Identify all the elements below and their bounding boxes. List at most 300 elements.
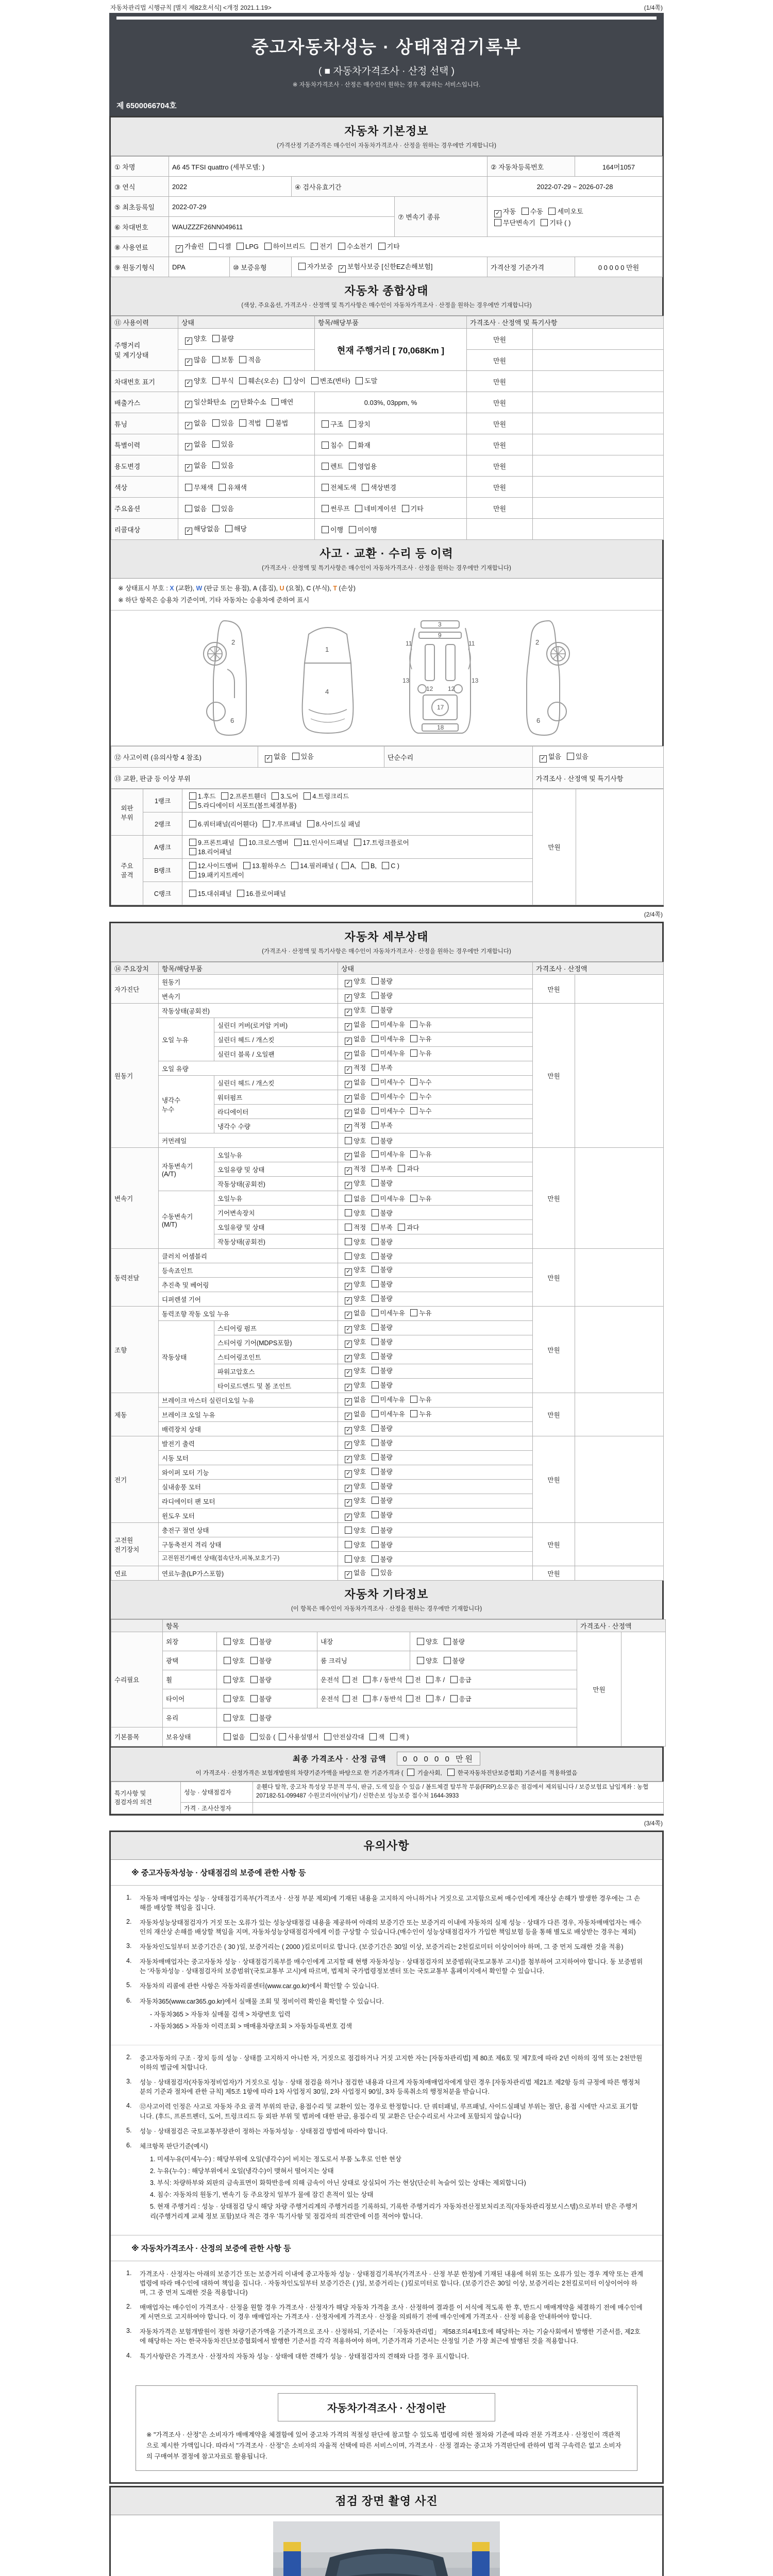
- checkbox[interactable]: ✓: [345, 1066, 352, 1074]
- checkbox[interactable]: [372, 1035, 379, 1042]
- checkbox[interactable]: [224, 1657, 231, 1664]
- status-cell[interactable]: 양호 불량: [338, 1537, 533, 1552]
- checkbox[interactable]: [212, 440, 220, 448]
- status-cell[interactable]: ✓ 양호 불량: [338, 1509, 533, 1523]
- status-cell[interactable]: ✓ 없음 있음: [338, 1566, 533, 1581]
- status-cell[interactable]: ✓ 양호 불량: [338, 1335, 533, 1350]
- checkbox[interactable]: [372, 1195, 379, 1202]
- fuel-options[interactable]: ✓ 가솔린 디젤 LPG 하이브리드 전기 수소전기 기타: [169, 237, 663, 257]
- checkbox[interactable]: [372, 1252, 379, 1260]
- checkbox[interactable]: [237, 890, 244, 897]
- checkbox[interactable]: [372, 1541, 379, 1548]
- checkbox[interactable]: [372, 1049, 379, 1057]
- checkbox[interactable]: [410, 1309, 417, 1316]
- checkbox[interactable]: ✓: [185, 422, 192, 429]
- status-cell[interactable]: 없음 미세누유 누유: [338, 1191, 533, 1206]
- checkbox[interactable]: [363, 1676, 371, 1683]
- checkbox[interactable]: [221, 792, 228, 800]
- checkbox[interactable]: [224, 1714, 231, 1721]
- checkbox[interactable]: [372, 1165, 379, 1172]
- checkbox[interactable]: [354, 839, 361, 846]
- checkbox[interactable]: ✓: [345, 1283, 352, 1290]
- checkbox[interactable]: [372, 1439, 379, 1446]
- checkbox[interactable]: ✓: [345, 1124, 352, 1131]
- notice-sub-item: 5. 현재 주행거리 : 성능 · 상태점검 당시 해당 차량 주행거리계의 주행거리를 기록하되, 기록한 주행거리가 자동차전산정보처리조직(자동차관리정보시스템)으로부터 받은 주행거리(주행거리계 교체 정보 포함)보다 적은 경우 '특기사항 및 점검자의 의견'란에 이를 적어야 합니다.: [150, 2203, 638, 2220]
- checkbox[interactable]: [189, 862, 196, 869]
- checkbox[interactable]: [298, 263, 306, 270]
- status-cell[interactable]: ✓ 양호 불량: [338, 1465, 533, 1480]
- checkbox[interactable]: [382, 862, 389, 869]
- checkbox[interactable]: [322, 526, 329, 533]
- checkbox[interactable]: [307, 820, 314, 827]
- checkbox[interactable]: [322, 463, 329, 470]
- checkbox[interactable]: [284, 377, 291, 384]
- color-status[interactable]: 무채색 유채색: [178, 477, 315, 498]
- checkbox[interactable]: [372, 1295, 379, 1302]
- checkbox[interactable]: [372, 1338, 379, 1345]
- checkbox[interactable]: [444, 1638, 451, 1645]
- status-cell[interactable]: ✓ 양호 불량: [338, 989, 533, 1004]
- checkbox[interactable]: ✓: [345, 980, 352, 987]
- status-cell[interactable]: 양호 불량: [338, 1234, 533, 1249]
- checkbox[interactable]: [264, 243, 272, 250]
- checkbox[interactable]: [212, 335, 220, 342]
- checkbox[interactable]: [243, 862, 250, 869]
- status-cell[interactable]: ✓ 양호 불량: [338, 1321, 533, 1335]
- status-cell[interactable]: ✓ 양호 불량: [338, 1494, 533, 1509]
- checkbox[interactable]: [345, 1541, 352, 1548]
- rankB-items[interactable]: 12.사이드멤버 13.휠하우스 14.필러패널 ( A, B, C ) 19.패키지트레이: [182, 859, 533, 882]
- checkbox[interactable]: [410, 1195, 417, 1202]
- checkbox[interactable]: ✓: [345, 1485, 352, 1492]
- checkbox[interactable]: [224, 1733, 231, 1740]
- checkbox[interactable]: [417, 1638, 424, 1645]
- checkbox[interactable]: [250, 1657, 258, 1664]
- checkbox[interactable]: [263, 820, 270, 827]
- checkbox[interactable]: ✓: [345, 1398, 352, 1405]
- checkbox[interactable]: ✓: [345, 1470, 352, 1478]
- checkbox[interactable]: [372, 1064, 379, 1071]
- status-cell[interactable]: ✓ 양호 불량: [338, 1177, 533, 1191]
- checkbox[interactable]: [219, 484, 226, 491]
- checkbox[interactable]: [402, 505, 409, 512]
- checkbox[interactable]: ✓: [185, 359, 192, 366]
- status-cell[interactable]: ✓ 적정 부족: [338, 1119, 533, 1133]
- status-cell[interactable]: ✓ 없음 미세누수 누수: [338, 1076, 533, 1090]
- checkbox[interactable]: [372, 1410, 379, 1417]
- status-cell[interactable]: ✓ 없음 미세누유 누유: [338, 1408, 533, 1422]
- status-cell[interactable]: ✓ 양호 불량: [338, 975, 533, 989]
- checkbox[interactable]: ✓: [345, 1369, 352, 1377]
- checkbox[interactable]: [410, 1150, 417, 1158]
- tire-positions[interactable]: 운전석 전 후 / 동반석 전 후 / 응급: [317, 1689, 577, 1708]
- checkbox[interactable]: ✓: [345, 1297, 352, 1304]
- checkbox[interactable]: ✓: [345, 1110, 352, 1117]
- notice-text: 자동차성능상태점검자가 거짓 또는 오류가 있는 성능상태점검 내용을 제공하여 아래의 보증기간 또는 보증거리 이내에 자동차의 실제 성능 · 상태가 다른 경우, 자동차매매업자는 매수인의 재산상 손해를 배상할 책임을 지며, 자동차성능상태점검자에게 이를 구상할 수 있습니다.(매수인이 성능상태점검자가 가입한 책임보험 등을 통해 별도로 배상받는 경우는 제외): [140, 1919, 642, 1936]
- checkbox[interactable]: [345, 1209, 352, 1216]
- checkbox[interactable]: [189, 839, 196, 846]
- checkbox[interactable]: [304, 792, 311, 800]
- checkbox[interactable]: [212, 462, 220, 469]
- checkbox[interactable]: [372, 1527, 379, 1534]
- checkbox[interactable]: [567, 753, 574, 760]
- checkbox[interactable]: ✓: [345, 1312, 352, 1319]
- checkbox[interactable]: [311, 377, 318, 384]
- status-cell[interactable]: 양호 불량: [217, 1632, 317, 1651]
- checkbox[interactable]: [372, 1381, 379, 1388]
- checkbox[interactable]: [363, 1695, 371, 1702]
- checkbox[interactable]: [410, 1078, 417, 1086]
- checkbox[interactable]: [372, 1482, 379, 1489]
- checkbox[interactable]: [407, 1769, 414, 1776]
- basic-items-status[interactable]: 없음 있음 ( 사용설명서 안전삼각대 잭 잭 ): [217, 1727, 577, 1747]
- checkbox[interactable]: [410, 1049, 417, 1057]
- checkbox[interactable]: ✓: [345, 1355, 352, 1362]
- checkbox[interactable]: [250, 1714, 258, 1721]
- checkbox[interactable]: [372, 1093, 379, 1100]
- checkbox[interactable]: [272, 792, 279, 800]
- rankA-items[interactable]: 9.프론트패널 10.크로스멤버 11.인사이드패널 17.트렁크플로어 18.리어패널: [182, 836, 533, 859]
- status-cell[interactable]: ✓ 없음 미세누유 누유: [338, 1393, 533, 1408]
- checkbox[interactable]: [345, 1238, 352, 1245]
- checkbox[interactable]: ✓: [185, 464, 192, 471]
- wheel-positions[interactable]: 운전석 전 후 / 동반석 전 후 / 응급: [317, 1670, 577, 1689]
- checkbox[interactable]: ✓: [345, 1052, 352, 1059]
- status-cell[interactable]: ✓ 없음 미세누유 누유: [338, 1047, 533, 1061]
- checkbox[interactable]: ✓: [345, 1038, 352, 1045]
- field-label-inspection-period: ④ 검사유효기간: [292, 177, 488, 197]
- checkbox[interactable]: [239, 419, 246, 427]
- checkbox[interactable]: [372, 1006, 379, 1013]
- checkbox[interactable]: ✓: [339, 265, 346, 273]
- status-cell[interactable]: 양호 불량: [217, 1651, 317, 1670]
- checkbox[interactable]: [212, 377, 220, 384]
- checkbox[interactable]: ✓: [345, 1341, 352, 1348]
- checkbox[interactable]: [410, 1410, 417, 1417]
- emission-status[interactable]: ✓ 일산화탄소 ✓ 탄화수소 매연: [178, 392, 315, 413]
- checkbox[interactable]: [189, 792, 196, 800]
- checkbox[interactable]: [410, 1021, 417, 1028]
- status-cell[interactable]: ✓ 없음 미세누유 누유: [338, 1018, 533, 1032]
- rank-label: A랭크: [143, 836, 182, 859]
- checkbox[interactable]: [410, 1093, 417, 1100]
- checkbox[interactable]: ✓: [185, 528, 192, 535]
- checkbox[interactable]: [426, 1695, 433, 1702]
- checkbox[interactable]: [372, 977, 379, 985]
- checkbox[interactable]: [356, 377, 363, 384]
- checkbox[interactable]: ✓: [345, 1268, 352, 1276]
- status-cell[interactable]: ✓ 적정 부족 과다: [338, 1162, 533, 1177]
- checkbox[interactable]: ✓: [345, 994, 352, 1002]
- rank1-items[interactable]: 1.후드 2.프론트휀더 3.도어 4.트렁크리드 5.라디에이터 서포트(볼트체결부품): [182, 789, 533, 812]
- status-cell[interactable]: ✓ 없음 미세누유 누유: [338, 1148, 533, 1162]
- status-cell[interactable]: 양호 불량: [338, 1133, 533, 1148]
- usage-change-status[interactable]: ✓ 없음 있음: [178, 455, 315, 477]
- checkbox[interactable]: [372, 1266, 379, 1273]
- checkbox[interactable]: [189, 848, 196, 855]
- checkbox[interactable]: [372, 1352, 379, 1360]
- checkbox[interactable]: ✓: [185, 443, 192, 450]
- tuning-status[interactable]: ✓ 없음 있음 적법 불법: [178, 413, 315, 434]
- checkbox[interactable]: [250, 1638, 258, 1645]
- status-cell[interactable]: ✓ 없음 미세누유 누유: [338, 1307, 533, 1321]
- checkbox[interactable]: [322, 420, 329, 428]
- status-cell[interactable]: 양호 불량: [410, 1632, 577, 1651]
- checkbox[interactable]: ✓: [345, 1514, 352, 1521]
- checkbox[interactable]: ✓: [176, 245, 183, 252]
- notice-number: 6.: [126, 2141, 132, 2149]
- checkbox[interactable]: [398, 1165, 405, 1172]
- checkbox[interactable]: [239, 377, 246, 384]
- checkbox[interactable]: [372, 1497, 379, 1504]
- status-cell[interactable]: ✓ 양호 불량: [338, 1364, 533, 1379]
- section-box-photos: [109, 2486, 664, 2576]
- checkbox[interactable]: [272, 398, 279, 405]
- status-cell[interactable]: ✓ 양호 불량: [338, 1480, 533, 1494]
- checkbox[interactable]: ✓: [345, 1427, 352, 1434]
- checkbox[interactable]: [189, 820, 196, 827]
- checkbox[interactable]: ✓: [345, 1081, 352, 1088]
- checkbox[interactable]: [372, 1150, 379, 1158]
- checkbox[interactable]: [322, 484, 329, 491]
- status-cell[interactable]: 양호 불량: [338, 1206, 533, 1220]
- checkbox[interactable]: [345, 1224, 352, 1231]
- tuning-items[interactable]: 구조 장치: [315, 413, 467, 434]
- status-cell[interactable]: ✓ 양호 불량: [338, 1451, 533, 1465]
- checkbox[interactable]: [225, 525, 232, 532]
- checkbox[interactable]: ✓: [345, 1023, 352, 1030]
- status-cell[interactable]: 양호 불량: [217, 1708, 577, 1727]
- checkbox[interactable]: [345, 1527, 352, 1534]
- checkbox[interactable]: [372, 1107, 379, 1114]
- checkbox[interactable]: [185, 484, 192, 491]
- status-cell[interactable]: 적정 부족 과다: [338, 1220, 533, 1234]
- rank2-items[interactable]: 6.쿼터패널(리어휀다) 7.루프패널 8.사이드실 패널: [182, 812, 533, 836]
- mileage-amount[interactable]: ✓ 많음 보통 적음: [178, 350, 315, 371]
- checkbox[interactable]: [345, 1195, 352, 1202]
- checkbox[interactable]: [447, 1769, 455, 1776]
- checkbox[interactable]: [343, 1676, 350, 1683]
- rankC-items[interactable]: 15.대쉬패널 16.플로어패널: [182, 882, 533, 905]
- status-cell[interactable]: ✓ 없음 미세누수 누수: [338, 1090, 533, 1105]
- checkbox[interactable]: [322, 442, 329, 449]
- checkbox[interactable]: [324, 1733, 331, 1740]
- checkbox[interactable]: [372, 1021, 379, 1028]
- status-cell[interactable]: 양호 불량: [338, 1249, 533, 1263]
- checkbox[interactable]: [345, 1555, 352, 1563]
- checkbox[interactable]: [279, 1733, 286, 1740]
- checkbox[interactable]: [345, 1252, 352, 1260]
- simple-repair-status[interactable]: ✓ 없음 있음: [533, 747, 664, 768]
- checkbox[interactable]: [185, 505, 192, 512]
- checkbox[interactable]: [372, 1078, 379, 1086]
- checkbox[interactable]: [450, 1695, 458, 1702]
- checkbox[interactable]: [345, 1137, 352, 1144]
- checkbox[interactable]: [343, 1695, 350, 1702]
- usage-change-items[interactable]: 렌트 영업용: [315, 455, 467, 477]
- checkbox[interactable]: ✓: [345, 1442, 352, 1449]
- vin-marking-status[interactable]: ✓ 양호 부식 훼손(오손) 상이 변조(변타) 도말: [178, 371, 467, 392]
- checkbox[interactable]: [372, 1569, 379, 1576]
- checkbox[interactable]: ✓: [345, 1009, 352, 1016]
- status-cell[interactable]: 양호 불량: [338, 1523, 533, 1537]
- checkbox[interactable]: [372, 1122, 379, 1129]
- checkbox[interactable]: [292, 753, 299, 760]
- checkbox[interactable]: [372, 1468, 379, 1475]
- checkbox[interactable]: [444, 1657, 451, 1664]
- recall-items[interactable]: 이행 미이행: [315, 519, 467, 540]
- special-history-status[interactable]: ✓ 없음 있음: [178, 434, 315, 455]
- checkbox[interactable]: [450, 1676, 458, 1683]
- checkbox[interactable]: ✓: [345, 1182, 352, 1189]
- status-cell[interactable]: 양호 불량: [217, 1670, 317, 1689]
- checkbox[interactable]: [372, 1224, 379, 1231]
- checkbox[interactable]: [224, 1638, 231, 1645]
- status-cell[interactable]: ✓ 양호 불량: [338, 1350, 533, 1364]
- checkbox[interactable]: ✓: [345, 1413, 352, 1420]
- options-items[interactable]: 썬루프 네비게이션 기타: [315, 498, 467, 519]
- options-status[interactable]: 없음 있음: [178, 498, 315, 519]
- mileage-status[interactable]: ✓ 양호 불량: [178, 329, 315, 350]
- checkbox[interactable]: ✓: [345, 1571, 352, 1579]
- status-cell[interactable]: 양호 불량: [217, 1689, 317, 1708]
- checkbox[interactable]: [410, 1107, 417, 1114]
- checkbox[interactable]: ✓: [345, 1499, 352, 1506]
- item-label: 타이로드엔드 및 볼 조인트: [214, 1379, 338, 1393]
- checkbox[interactable]: [406, 1676, 413, 1683]
- status-cell[interactable]: ✓ 적정 부족: [338, 1061, 533, 1076]
- checkbox[interactable]: [372, 1137, 379, 1144]
- group-powertrain: 동력전달: [111, 1249, 159, 1307]
- status-cell[interactable]: 양호 불량: [338, 1552, 533, 1566]
- checkbox[interactable]: [372, 1367, 379, 1374]
- checkbox[interactable]: [417, 1657, 424, 1664]
- checkbox[interactable]: [372, 1324, 379, 1331]
- checkbox[interactable]: ✓: [345, 1167, 352, 1175]
- checkbox[interactable]: [410, 1035, 417, 1042]
- checkbox[interactable]: [237, 243, 244, 250]
- field-label-vin: ⑥ 차대번호: [111, 217, 169, 237]
- checkbox[interactable]: ✓: [185, 401, 192, 408]
- checkbox[interactable]: [189, 890, 196, 897]
- status-cell[interactable]: ✓ 양호 불량: [338, 1278, 533, 1292]
- status-cell[interactable]: ✓ 양호 불량: [338, 1422, 533, 1436]
- checkbox[interactable]: [372, 992, 379, 999]
- checkbox[interactable]: [212, 505, 220, 512]
- checkbox[interactable]: [372, 1396, 379, 1403]
- checkbox[interactable]: [250, 1676, 258, 1683]
- checkbox[interactable]: [369, 1733, 377, 1740]
- warranty-options[interactable]: 자가보증 ✓ 보험사보증 [신한EZ손해보험]: [292, 257, 488, 277]
- checkbox[interactable]: [212, 356, 220, 363]
- checkbox[interactable]: [294, 839, 301, 846]
- checkbox[interactable]: [240, 839, 247, 846]
- checkbox[interactable]: [291, 862, 298, 869]
- checkbox[interactable]: [212, 419, 220, 427]
- status-cell[interactable]: ✓ 양호 불량: [338, 1436, 533, 1451]
- recall-status[interactable]: ✓ 해당없음 해당: [178, 519, 315, 540]
- checkbox[interactable]: [224, 1676, 231, 1683]
- checkbox[interactable]: ✓: [345, 1384, 352, 1391]
- checkbox[interactable]: [266, 419, 274, 427]
- checkbox[interactable]: [372, 1555, 379, 1563]
- checkbox[interactable]: [349, 442, 356, 449]
- checkbox[interactable]: [311, 243, 318, 250]
- checkbox[interactable]: [372, 1453, 379, 1461]
- checkbox[interactable]: [372, 1209, 379, 1216]
- status-cell[interactable]: ✓ 양호 불량: [338, 1004, 533, 1018]
- special-history-items[interactable]: 침수 화재: [315, 434, 467, 455]
- checkbox[interactable]: [189, 871, 196, 878]
- checkbox[interactable]: [372, 1238, 379, 1245]
- column-header-status: 상태: [338, 962, 533, 975]
- checkbox[interactable]: [541, 219, 548, 226]
- checkbox[interactable]: [406, 1695, 413, 1702]
- status-cell[interactable]: ✓ 양호 불량: [338, 1379, 533, 1393]
- status-cell[interactable]: ✓ 양호 불량: [338, 1292, 533, 1307]
- color-items[interactable]: 전체도색 색상변경: [315, 477, 467, 498]
- status-cell[interactable]: ✓ 없음 미세누수 누수: [338, 1105, 533, 1119]
- transmission-options[interactable]: ✓ 자동 수동 세미오토 무단변속기 기타 ( ): [488, 197, 663, 237]
- vin-value: WAUZZZF26NN049611: [169, 217, 395, 237]
- checkbox[interactable]: [426, 1676, 433, 1683]
- checkbox[interactable]: [372, 1280, 379, 1287]
- checkbox[interactable]: [338, 243, 345, 250]
- checkbox[interactable]: [349, 526, 356, 533]
- checkbox[interactable]: [224, 1695, 231, 1702]
- checkbox[interactable]: [189, 802, 196, 809]
- checkbox[interactable]: [390, 1733, 397, 1740]
- checkbox[interactable]: ✓: [494, 210, 501, 217]
- checkbox[interactable]: [398, 1224, 405, 1231]
- checkbox[interactable]: [250, 1733, 258, 1740]
- checkbox[interactable]: ✓: [265, 755, 272, 762]
- status-cell[interactable]: ✓ 없음 미세누유 누유: [338, 1032, 533, 1047]
- checkbox[interactable]: ✓: [345, 1153, 352, 1160]
- checkbox[interactable]: [372, 1309, 379, 1316]
- checkbox[interactable]: [372, 1425, 379, 1432]
- checkbox[interactable]: [522, 208, 529, 215]
- checkbox[interactable]: ✓: [231, 401, 239, 408]
- status-cell[interactable]: 양호 불량: [410, 1651, 577, 1670]
- accident-history-status[interactable]: ✓ 없음 있음: [258, 747, 384, 768]
- checkbox[interactable]: [209, 243, 216, 250]
- checkbox[interactable]: ✓: [345, 1095, 352, 1103]
- checkbox[interactable]: [372, 1179, 379, 1187]
- checkbox[interactable]: ✓: [345, 1326, 352, 1333]
- checkbox[interactable]: [355, 505, 362, 512]
- checkbox[interactable]: [250, 1695, 258, 1702]
- status-cell[interactable]: ✓ 양호 불량: [338, 1263, 533, 1278]
- checkbox[interactable]: [372, 1511, 379, 1518]
- checkbox[interactable]: [362, 484, 369, 491]
- checkbox[interactable]: [494, 219, 501, 226]
- checkbox[interactable]: [548, 208, 556, 215]
- checkbox[interactable]: ✓: [185, 380, 192, 387]
- checkbox[interactable]: [349, 463, 356, 470]
- checkbox[interactable]: [342, 862, 349, 869]
- checkbox[interactable]: [349, 420, 356, 428]
- checkbox[interactable]: [362, 862, 369, 869]
- checkbox[interactable]: [322, 505, 329, 512]
- document-title: 중고자동차성능 · 상태점검기록부: [251, 38, 522, 57]
- checkbox[interactable]: ✓: [185, 337, 192, 345]
- checkbox[interactable]: [239, 356, 246, 363]
- checkbox[interactable]: ✓: [345, 1456, 352, 1463]
- checkbox[interactable]: [378, 243, 385, 250]
- checkbox[interactable]: ✓: [540, 755, 547, 762]
- checkbox[interactable]: [410, 1396, 417, 1403]
